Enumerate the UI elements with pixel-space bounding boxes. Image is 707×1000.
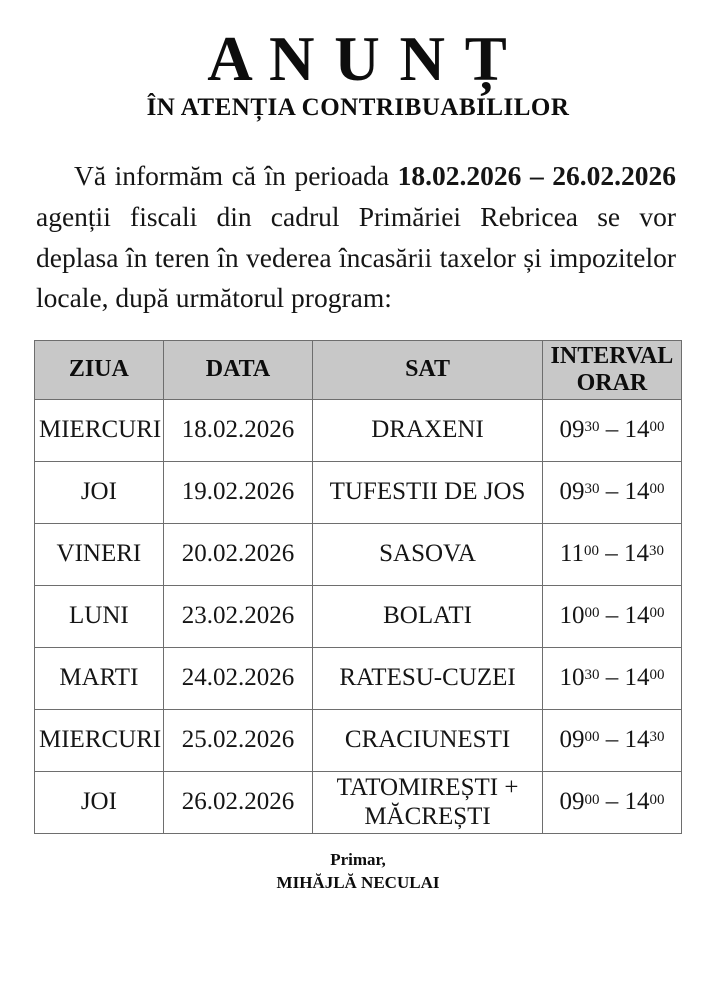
page-subtitle: ÎN ATENȚIA CONTRIBUABILILOR — [146, 94, 570, 122]
intro-paragraph — [36, 156, 676, 319]
cell-ziua: LUNI — [35, 585, 164, 647]
cell-sat: TUFESTII DE JOS — [313, 461, 543, 523]
page-title: A N U N Ț — [207, 24, 509, 94]
cell-ziua: JOI — [35, 461, 164, 523]
table-row — [35, 709, 682, 771]
cell-ziua: VINERI — [35, 523, 164, 585]
cell-interval: $09^{30} - 14^{00}$ — [542, 461, 681, 523]
cell-interval: $10^{30} - 14^{00}$ — [542, 647, 681, 709]
signature-block — [34, 849, 682, 895]
table-row — [35, 399, 682, 461]
paragraph-period-bold: 18.02.2026 – 26.02.2026 — [397, 160, 676, 192]
cell-data: 24.02.2026 — [163, 647, 312, 709]
cell-sat: CRACIUNESTI — [313, 709, 543, 771]
header-data: DATA — [163, 340, 312, 399]
paragraph-text-post: agenții fiscali din cadrul Primăriei Rebricea se vor deplasa în teren în vederea încasării taxelor și impozitelor locale, după următorul program: — [36, 200, 676, 314]
header-row — [35, 340, 682, 399]
header-interval-orar: INTERVAL ORAR — [542, 340, 681, 399]
header-ziua: ZIUA — [35, 340, 164, 399]
signature-role: Primar, — [330, 850, 386, 870]
header-sat: SAT — [313, 340, 543, 399]
cell-data: 19.02.2026 — [163, 461, 312, 523]
cell-data: 18.02.2026 — [163, 399, 312, 461]
cell-interval: $09^{30} - 14^{00}$ — [542, 399, 681, 461]
cell-sat: RATESU-CUZEI — [313, 647, 543, 709]
schedule-table-header — [35, 340, 682, 399]
cell-interval: $09^{00} - 14^{00}$ — [542, 771, 681, 834]
schedule-table-body — [35, 399, 682, 834]
cell-data: 23.02.2026 — [163, 585, 312, 647]
cell-interval: $09^{00} - 14^{30}$ — [542, 709, 681, 771]
cell-sat: BOLATI — [313, 585, 543, 647]
cell-data: 25.02.2026 — [163, 709, 312, 771]
paragraph-text-pre: Vă informăm că în perioada — [74, 160, 398, 192]
table-row — [35, 585, 682, 647]
cell-sat: DRAXENI — [313, 399, 543, 461]
cell-interval: $11^{00} - 14^{30}$ — [542, 523, 681, 585]
table-row — [35, 647, 682, 709]
cell-ziua: JOI — [35, 771, 164, 834]
table-row — [35, 523, 682, 585]
cell-data: 26.02.2026 — [163, 771, 312, 834]
cell-sat: TATOMIREȘTI + MĂCREȘTI — [313, 771, 543, 834]
cell-data: 20.02.2026 — [163, 523, 312, 585]
signature-name: MIHĂJLĂ NECULAI — [276, 873, 440, 893]
cell-ziua: MIERCURI — [35, 709, 164, 771]
cell-sat: SASOVA — [313, 523, 543, 585]
cell-ziua: MARTI — [35, 647, 164, 709]
cell-interval: $10^{00} - 14^{00}$ — [542, 585, 681, 647]
cell-ziua: MIERCURI — [35, 399, 164, 461]
table-row — [35, 771, 682, 834]
table-row — [35, 461, 682, 523]
schedule-table — [34, 340, 682, 835]
